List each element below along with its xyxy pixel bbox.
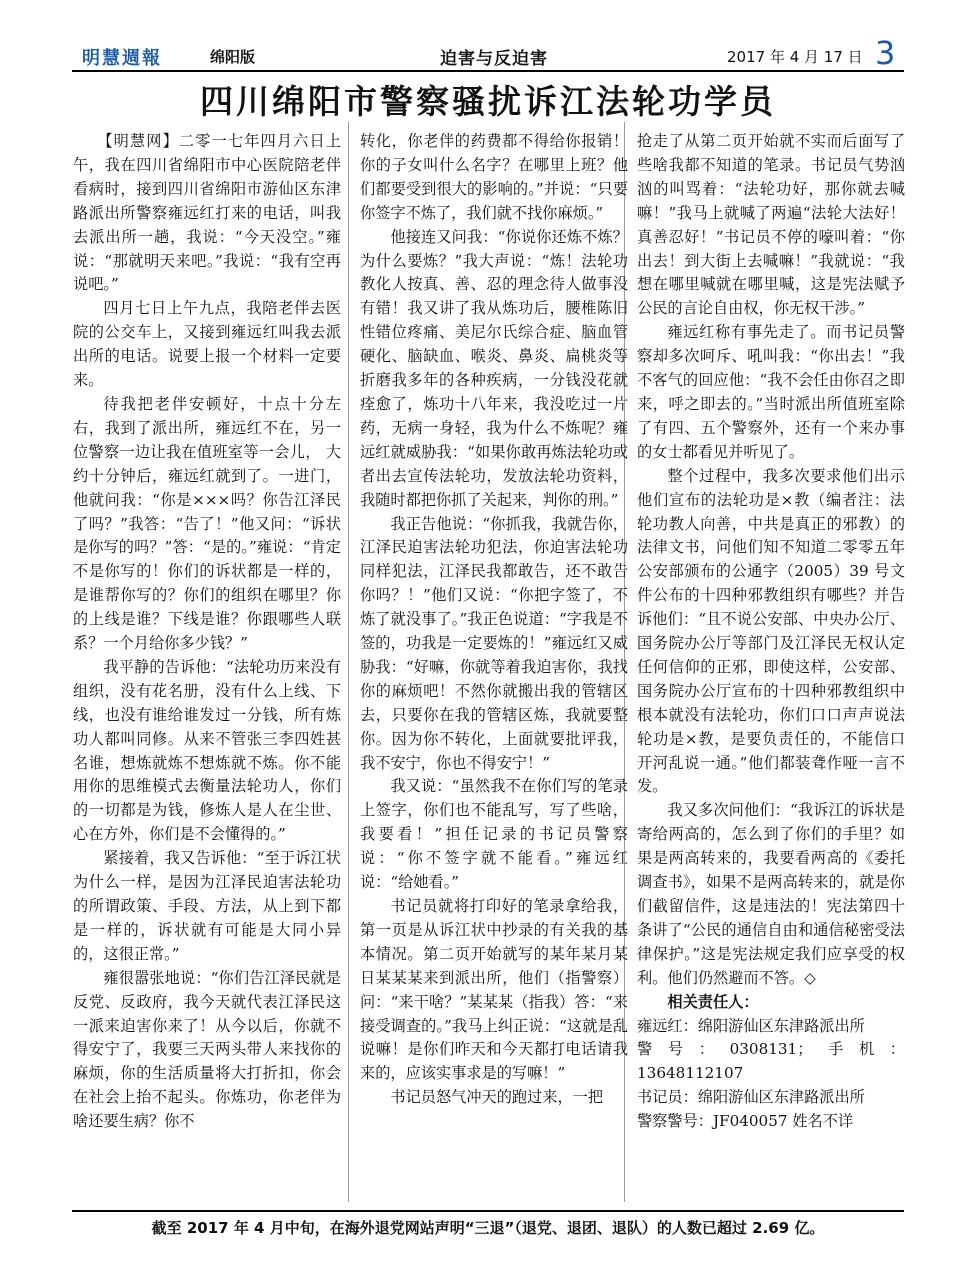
paragraph: 【明慧网】二零一七年四月六日上午，我在四川省绵阳市中心医院陪老伴看病时，接到四川省绵阳市游仙区东津路派出所警察雍远红打来的电话，叫我去派出所一趟，我说：“今天没空。”雍说：“那就明天来吧。”我说：“我有空再说吧。” [73,132,341,294]
paragraph: 我又多次问他们：“我诉江的诉状是寄给两高的，怎么到了你们的手里？如果是两高转来的，我要看两高的《委托调查书》，如果不是两高转来的，就是你们截留信件，这是违法的！宪法第四十条讲了“公民的通信自由和通信秘密受法律保护。”这是宪法规定我们应享受的权利。他们仍然避而不答。◇ [637,801,905,987]
header-rule [72,70,904,72]
masthead: 明慧週報 [82,48,162,69]
responsible-line: 警察警号：JF040057 姓名不详 [637,1112,854,1131]
paragraph: 紧接着，我又告诉他：“至于诉江状为什么一样，是因为江泽民迫害法轮功的所谓政策、手段、方法，从上到下都是一样的，诉状就有可能是大同小异的，这很正常。” [73,849,341,963]
article-column-1 [73,130,341,1134]
article-title: 四川绵阳市警察骚扰诉江法轮功学员 [200,82,776,121]
responsible-persons-title: 相关责任人： [667,992,759,1011]
paragraph: 转化，你老伴的药费都不得给你报销！你的子女叫什么名字？在哪里上班？他们都要受到很大的影响的。”并说：“只要你签字不炼了，我们就不找你麻烦。” [360,132,628,222]
article-column-3 [637,130,905,1134]
paragraph: 我正告他说：“你抓我，我就告你，江泽民迫害法轮功犯法，你迫害法轮功同样犯法，江泽民我都敢告，还不敢告你吗？！”他们又说：“你把字签了，不炼了就没事了。”我正色说道：“字我是不签的，功我是一定要炼的！”雍远红又威胁我：“好嘛，你就等着我迫害你，我找你的麻烦吧！不然你就搬出我的管辖区去，只要你在我的管辖区炼，我就要整你。因为你不转化，上面就要批评我，我不安宁，你也不得安宁！” [360,514,628,772]
paragraph: 他接连又问我：“你说你还炼不炼？为什么要炼？”我大声说：“炼！法轮功教化人按真、善、忍的理念待人做事没有错！我又讲了我从炼功后，腰椎陈旧性错位疼痛、美尼尔氏综合症、脑血管硬化、脑缺血、喉炎、鼻炎、扁桃炎等折磨我多年的各种疾病，一分钱没花就痊愈了，炼功十八年来，我没吃过一片药，无病一身轻，我为什么不炼呢？雍远红就威胁我：“如果你敢再炼法轮功或者出去宣传法轮功，发放法轮功资料，我随时都把你抓了关起来，判你的刑。” [360,227,628,509]
paragraph: 抢走了从第二页开始就不实而后面写了些啥我都不知道的笔录。书记员气势汹汹的叫骂着：“法轮功好，那你就去喊嘛！”我马上就喊了两遍“法轮大法好！真善忍好！”书记员不停的嚎叫着：“你出去！到大街上去喊嘛！”我就说：“我想在哪里喊就在哪里喊，这是宪法赋予公民的言论自由权，你无权干涉。” [637,132,905,318]
paragraph: 书记员怒气冲天的跑过来，一把 [390,1088,604,1107]
page-number: 3 [875,34,896,72]
column-divider [348,122,349,1202]
paragraph: 我又说：“虽然我不在你们写的笔录上签字，你们也不能乱写，写了些啥，我要看！”担任记录的书记员警察说：“你不签字就不能看。”雍远红说：“给她看。” [360,777,628,892]
paragraph: 四月七日上午九点，我陪老伴去医院的公交车上，又接到雍远红叫我去派出所的电话。说要上报一个材料一定要来。 [73,299,341,390]
paragraph: 待我把老伴安顿好，十点十分左右，我到了派出所，雍远红不在，另一位警察一边让我在值班室等一会儿， 大约十分钟后，雍远红就到了。一进门，他就问我：“你是×××吗？你告江泽民了吗？”我答：“告了！”他又问：“诉状是你写的吗？”答：“是的。”雍说：“肯定不是你写的！你们的诉状都是一样的，是谁帮你写的？你们的组织在哪里？你的上线是谁？下线是谁？你跟哪些人联系？一个月给你多少钱？” [73,394,341,653]
responsible-line: 书记员：绵阳游仙区东津路派出所 [637,1088,865,1107]
responsible-line: 雍远红：绵阳游仙区东津路派出所 [637,1016,865,1035]
footer-note: 截至 2017 年 4 月中旬，在海外退党网站声明“三退”（退党、退团、退队）的人数已超过 2.69 亿。 [151,1219,825,1237]
responsible-line: 警号：0308131；手机：13648112107 [637,1040,905,1083]
paragraph: 我平静的告诉他：“法轮功历来没有组织，没有花名册，没有什么上线、下线，也没有谁给谁发过一分钱，所有炼功人都叫同修。从来不管张三李四姓甚名谁，想炼就炼不想炼就不炼。你不能用你的思维模式去衡量法轮功人，你们的一切都是为钱，修炼人是人在尘世、心在方外，你们是不会懂得的。” [73,657,341,844]
section-title: 迫害与反迫害 [440,49,548,69]
edition-label: 绵阳版 [210,48,256,66]
footer-rule [72,1210,904,1212]
issue-date: 2017 年 4 月 17 日 [727,48,863,66]
paragraph: 雍远红称有事先走了。而书记员警察却多次呵斥、吼叫我：“你出去！”我不客气的回应他：“我不会任由你召之即来，呼之即去的。”当时派出所值班室除了有四、五个警察外，还有一个来办事的女士都看见并听见了。 [637,323,905,461]
paragraph: 雍很嚣张地说：“你们告江泽民就是反党、反政府，我今天就代表江泽民这一派来迫害你来了！从今以后，你就不得安宁了，我要三天两头带人来找你的麻烦，你的生活质量将大打折扣，你会在社会上抬不起头。你炼功，你老伴为啥还要生病？你不 [73,968,341,1131]
paragraph: 书记员就将打印好的笔录拿给我，第一页是从诉江状中抄录的有关我的基本情况。第二页开始就写的某年某月某日某某某来到派出所，他们（指警察）问：“来干啥？”某某某（指我）答：“来接受调查的。”我马上纠正说：“这就是乱说嘛！是你们昨天和今天都打电话请我来的，应该实事求是的写嘛！” [360,897,628,1083]
article-column-2 [360,130,628,1110]
paragraph: 整个过程中，我多次要求他们出示他们宣布的法轮功是×教（编者注：法轮功教人向善，中共是真正的邪教）的法律文书，问他们知不知道二零零五年公安部颁布的公通字（2005）39 号文件公布的十四种邪教组织有哪些？并告诉他们：“且不说公安部、中央办公厅、国务院办公厅等部门及江泽民无权认定任何信仰的正邪，即使这样，公安部、国务院办公厅宣布的十四种邪教组织中根本就没有法轮功，你们口口声声说法轮功是×教，是要负责任的，不能信口开河乱说一通。”他们都装聋作哑一言不发。 [637,466,905,796]
page-header [72,34,904,72]
